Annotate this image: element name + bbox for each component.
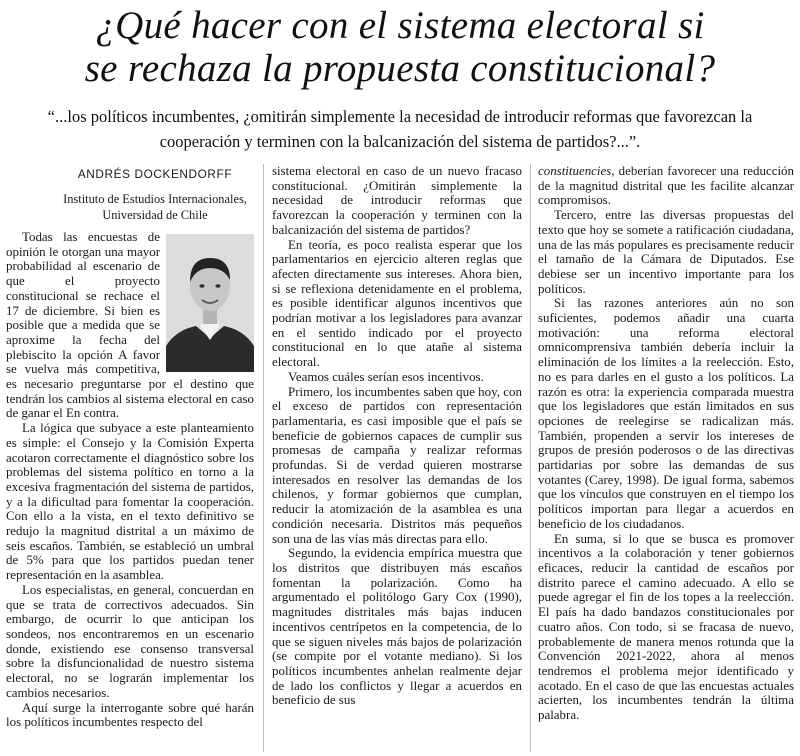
body-paragraph: Tercero, entre las diversas propuestas del texto que hoy se somete a ratificación ciudadana, una de las más populares es precisamente reducir el tamaño de la Cámara de Diputados. Ese debiese ser un incentivo importante para los políticos. xyxy=(538,207,794,296)
italic-term: constituencies xyxy=(538,164,612,178)
title-line-1: ¿Qué hacer con el sistema electoral si xyxy=(95,4,705,47)
body-paragraph: En suma, si lo que se busca es promover incentivos a la colaboración y tener gobiernos eficaces, reducir la cantidad de escaños por distrito parece el camino adecuado. A ello se puede agregar el fin de los topes a la reelección. El país ha dado bandazos constitucionales por cuatro años. Con todo, si se fracasa de nuevo, probablemente de manera menos rotunda que la Convención 2021-2022, ahora al menos tendremos el problema mejor identificado y acotado. En el caso de que las encuestas actuales acierten, los incumbentes tendrán la última palabra. xyxy=(538,530,794,723)
affiliation-line-2: Universidad de Chile xyxy=(102,207,208,222)
byline xyxy=(10,166,260,223)
body-paragraph: Los especialistas, en general, concuerdan en que se trata de correctivos adecuados. Sin embargo, de ocurrir lo que anticipan los sondeos, nos encontraremos en un escenario donde, existiendo ese consenso transversal sobre la disfuncionalidad de nuestro sistema electoral, no se lograrán implementar los cambios necesarios. xyxy=(6,581,254,700)
body-paragraph: Segundo, la evidencia empírica muestra que los distritos que distribuyen más escaños fomentan la polarización. Como ha argumentado el politólogo Gary Cox (1990), magnitudes distritales más bajas inducen incentivos centrípetos en la competencia, de lo que se siguen niveles más bajos de polarización (se compite por el votante mediano). Si los políticos incumbentes anhelan realmente dejar de lado los conflictos y llegar a acuerdos en beneficio de sus xyxy=(272,545,522,708)
author-affiliation xyxy=(10,192,260,223)
column-divider xyxy=(530,164,531,752)
column-3 xyxy=(538,164,794,754)
author-portrait-icon xyxy=(166,234,254,372)
body-paragraph: Veamos cuáles serían esos incentivos. xyxy=(288,368,484,384)
body-paragraph: sistema electoral en caso de un nuevo fracaso constitucional. ¿Omitirán simplemente la necesidad de introducir reformas que favorezcan la cooperación y terminen con la balcanización del sistema de partidos? xyxy=(272,164,522,237)
column-2 xyxy=(272,164,522,754)
paragraph-text: Todas las encuestas de opinión le otorgan una mayor probabilidad al escenario de que el proyecto constitucional se rechace el 17 de diciembre. Si bien es posible que a medida que se aproxime la fecha del plebiscito la opción A favor se vuelva más competitiva, es necesario preguntarse por el destino que tendrán los cambios al sistema electoral en caso de ganar el En contra. xyxy=(6,230,254,421)
column-1 xyxy=(6,230,254,754)
body-paragraph xyxy=(6,230,254,421)
affiliation-line-1: Instituto de Estudios Internacionales, xyxy=(63,192,247,206)
body-paragraph xyxy=(538,164,794,208)
title-line-2: se rechaza la propuesta constitucional? xyxy=(84,47,716,90)
article-title xyxy=(0,4,800,90)
pull-quote: “...los políticos incumbentes, ¿omitirán simplemente la necesidad de introducir reformas que favorezcan la cooperación y terminen con la balcanización del sistema de partidos?...”. xyxy=(47,107,753,151)
column-divider xyxy=(263,164,264,752)
author-name: ANDRÉS DOCKENDORFF xyxy=(77,167,233,181)
body-paragraph: La lógica que subyace a este planteamiento es simple: el Consejo y la Comisión Experta acotaron correctamente el diagnóstico sobre los problemas del sistema político en torno a la excesiva fragmentación del sistema de partidos, y a la dificultad para fomentar la cooperación. Con ello a la vista, en el texto definitivo se redujo la magnitud distrital a un máximo de seis escaños. También, se estableció un umbral de 5% para que los partidos puedan tener representación en la asamblea. xyxy=(6,420,254,583)
body-paragraph: En teoría, es poco realista esperar que los parlamentarios en ejercicio alteren reglas que afecten directamente sus intereses. Ahora bien, si se reflexiona detenidamente en el problema, es posible identificar algunos incentivos que podrían motivar a los legisladores para avanzar en el sentido indicado por el proyecto constitucional en lo que atañe al sistema electoral. xyxy=(272,236,522,370)
paragraph-text: , deberían favorecer una reducción de la magnitud distrital que les facilite alcanzar compromisos. xyxy=(538,164,794,208)
body-paragraph: Aquí surge la interrogante sobre qué harán los políticos incumbentes respecto del xyxy=(6,699,254,730)
body-paragraph: Primero, los incumbentes saben que hoy, con el exceso de partidos con representación parlamentaria, es casi imposible que el país se beneficie de gobiernos capaces de cumplir sus promesas de campaña y realizar reformas profundas. Si de verdad quieren mostrarse interesados en resolver las demandas de los chilenos, y formar gobiernos que cumplan, reducir la atomización de la asamblea es una condición necesaria. Distritos más pequeños son una de las vías más directas para ello. xyxy=(272,383,522,546)
body-paragraph: Si las razones anteriores aún no son suficientes, podemos añadir una cuarta motivación: una reforma electoral omnicomprensiva también debería incluir la eliminación de los límites a la reelección. Esto, no es para darles en el gusto a los políticos. La razón es otra: la experiencia comparada muestra que los legisladores que están limitados en sus opciones de reelegirse se radicalizan más. También, propenden a servir los intereses de grupos de presión poderosos o de las directivas partidarias por sobre las demandas de sus votantes (Carey, 1998). De igual forma, sabemos que los vínculos que construyen en el tiempo los políticos importan para llegar a acuerdos en beneficio de los ciudadanos. xyxy=(538,295,794,531)
